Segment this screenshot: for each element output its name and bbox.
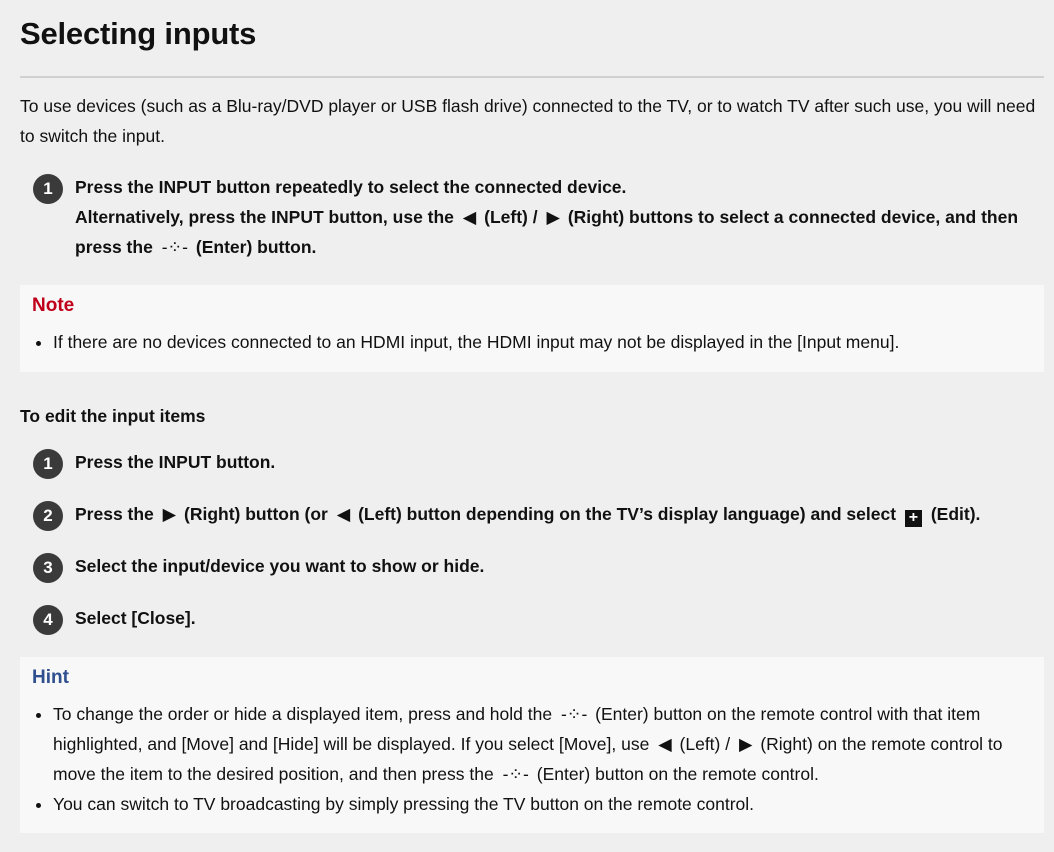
edit-step-2-d: (Edit).: [930, 504, 981, 524]
edit-step-2-c: (Left) button depending on the TV’s display language) and select: [358, 504, 897, 524]
left-arrow-icon: ◀: [658, 734, 672, 754]
hint-text: To change the order or hide a displayed item, press and hold the: [53, 704, 553, 724]
hint-title: Hint: [32, 667, 69, 688]
edit-section-heading: To edit the input items: [20, 406, 206, 426]
edit-step-text: Select the input/device you want to show or hide.: [75, 556, 485, 576]
enter-icon: -⁘-: [502, 764, 529, 784]
intro-paragraph: To use devices (such as a Blu-ray/DVD player or USB flash drive) connected to the TV, or to watch TV after such use, you will need to switch the input.: [20, 96, 1036, 146]
step-number-badge: 2: [33, 501, 63, 531]
edit-step-text: Select [Close].: [75, 608, 196, 628]
page-title: Selecting inputs: [20, 16, 257, 51]
main-step-line2a: Alternatively, press the INPUT button, use the: [75, 207, 454, 227]
step-number-badge: 1: [33, 449, 63, 479]
hint-item: [53, 699, 1033, 789]
note-box: [20, 285, 1044, 372]
left-arrow-icon: ◀: [336, 504, 351, 524]
main-step-line2b: (Left) /: [484, 207, 538, 227]
step-number-badge: 4: [33, 605, 63, 635]
note-title: Note: [32, 295, 75, 316]
left-arrow-icon: ◀: [462, 207, 477, 227]
edit-step-2-a: Press the: [75, 504, 154, 524]
enter-icon: -⁘-: [560, 704, 588, 724]
step-number-badge: 3: [33, 553, 63, 583]
edit-step-text: [75, 499, 1035, 529]
hint-list: [32, 699, 1033, 819]
right-arrow-icon: ▶: [738, 734, 753, 754]
hint-text: (Left) /: [679, 734, 731, 754]
edit-icon: +: [905, 510, 922, 527]
hint-text: (Enter) button on the remote control.: [536, 764, 819, 784]
main-step-line1: Press the INPUT button repeatedly to select the connected device.: [75, 177, 627, 197]
right-arrow-icon: ▶: [546, 207, 560, 227]
hint-item: • You can switch to TV broadcasting by simply pressing the TV button on the remote control.: [53, 789, 1033, 819]
hint-text: (Enter) button on the remote control with that item highlighted, and [Move] and [Hide] will be displayed. If you select [Move], use: [53, 704, 981, 754]
main-step-text: [75, 172, 1035, 262]
edit-step-2-b: (Right) button (or: [184, 504, 328, 524]
right-arrow-icon: ▶: [162, 504, 177, 524]
step-number-badge: 1: [33, 174, 63, 204]
main-step-line2d: (Enter) button.: [195, 237, 317, 257]
hint-box: [20, 657, 1044, 833]
hint-text: (Right) on the remote control to move the item to the desired position, and then press the: [53, 734, 1003, 784]
enter-icon: -⁘-: [161, 237, 189, 257]
note-list: [32, 327, 1033, 357]
note-item: • If there are no devices connected to an HDMI input, the HDMI input may not be displayed in the [Input menu].: [53, 327, 1033, 357]
title-divider: [20, 76, 1044, 78]
edit-step-text: Press the INPUT button.: [75, 452, 276, 472]
main-step-line2c: (Right) buttons to select a connected device, and then press the: [75, 207, 1019, 257]
